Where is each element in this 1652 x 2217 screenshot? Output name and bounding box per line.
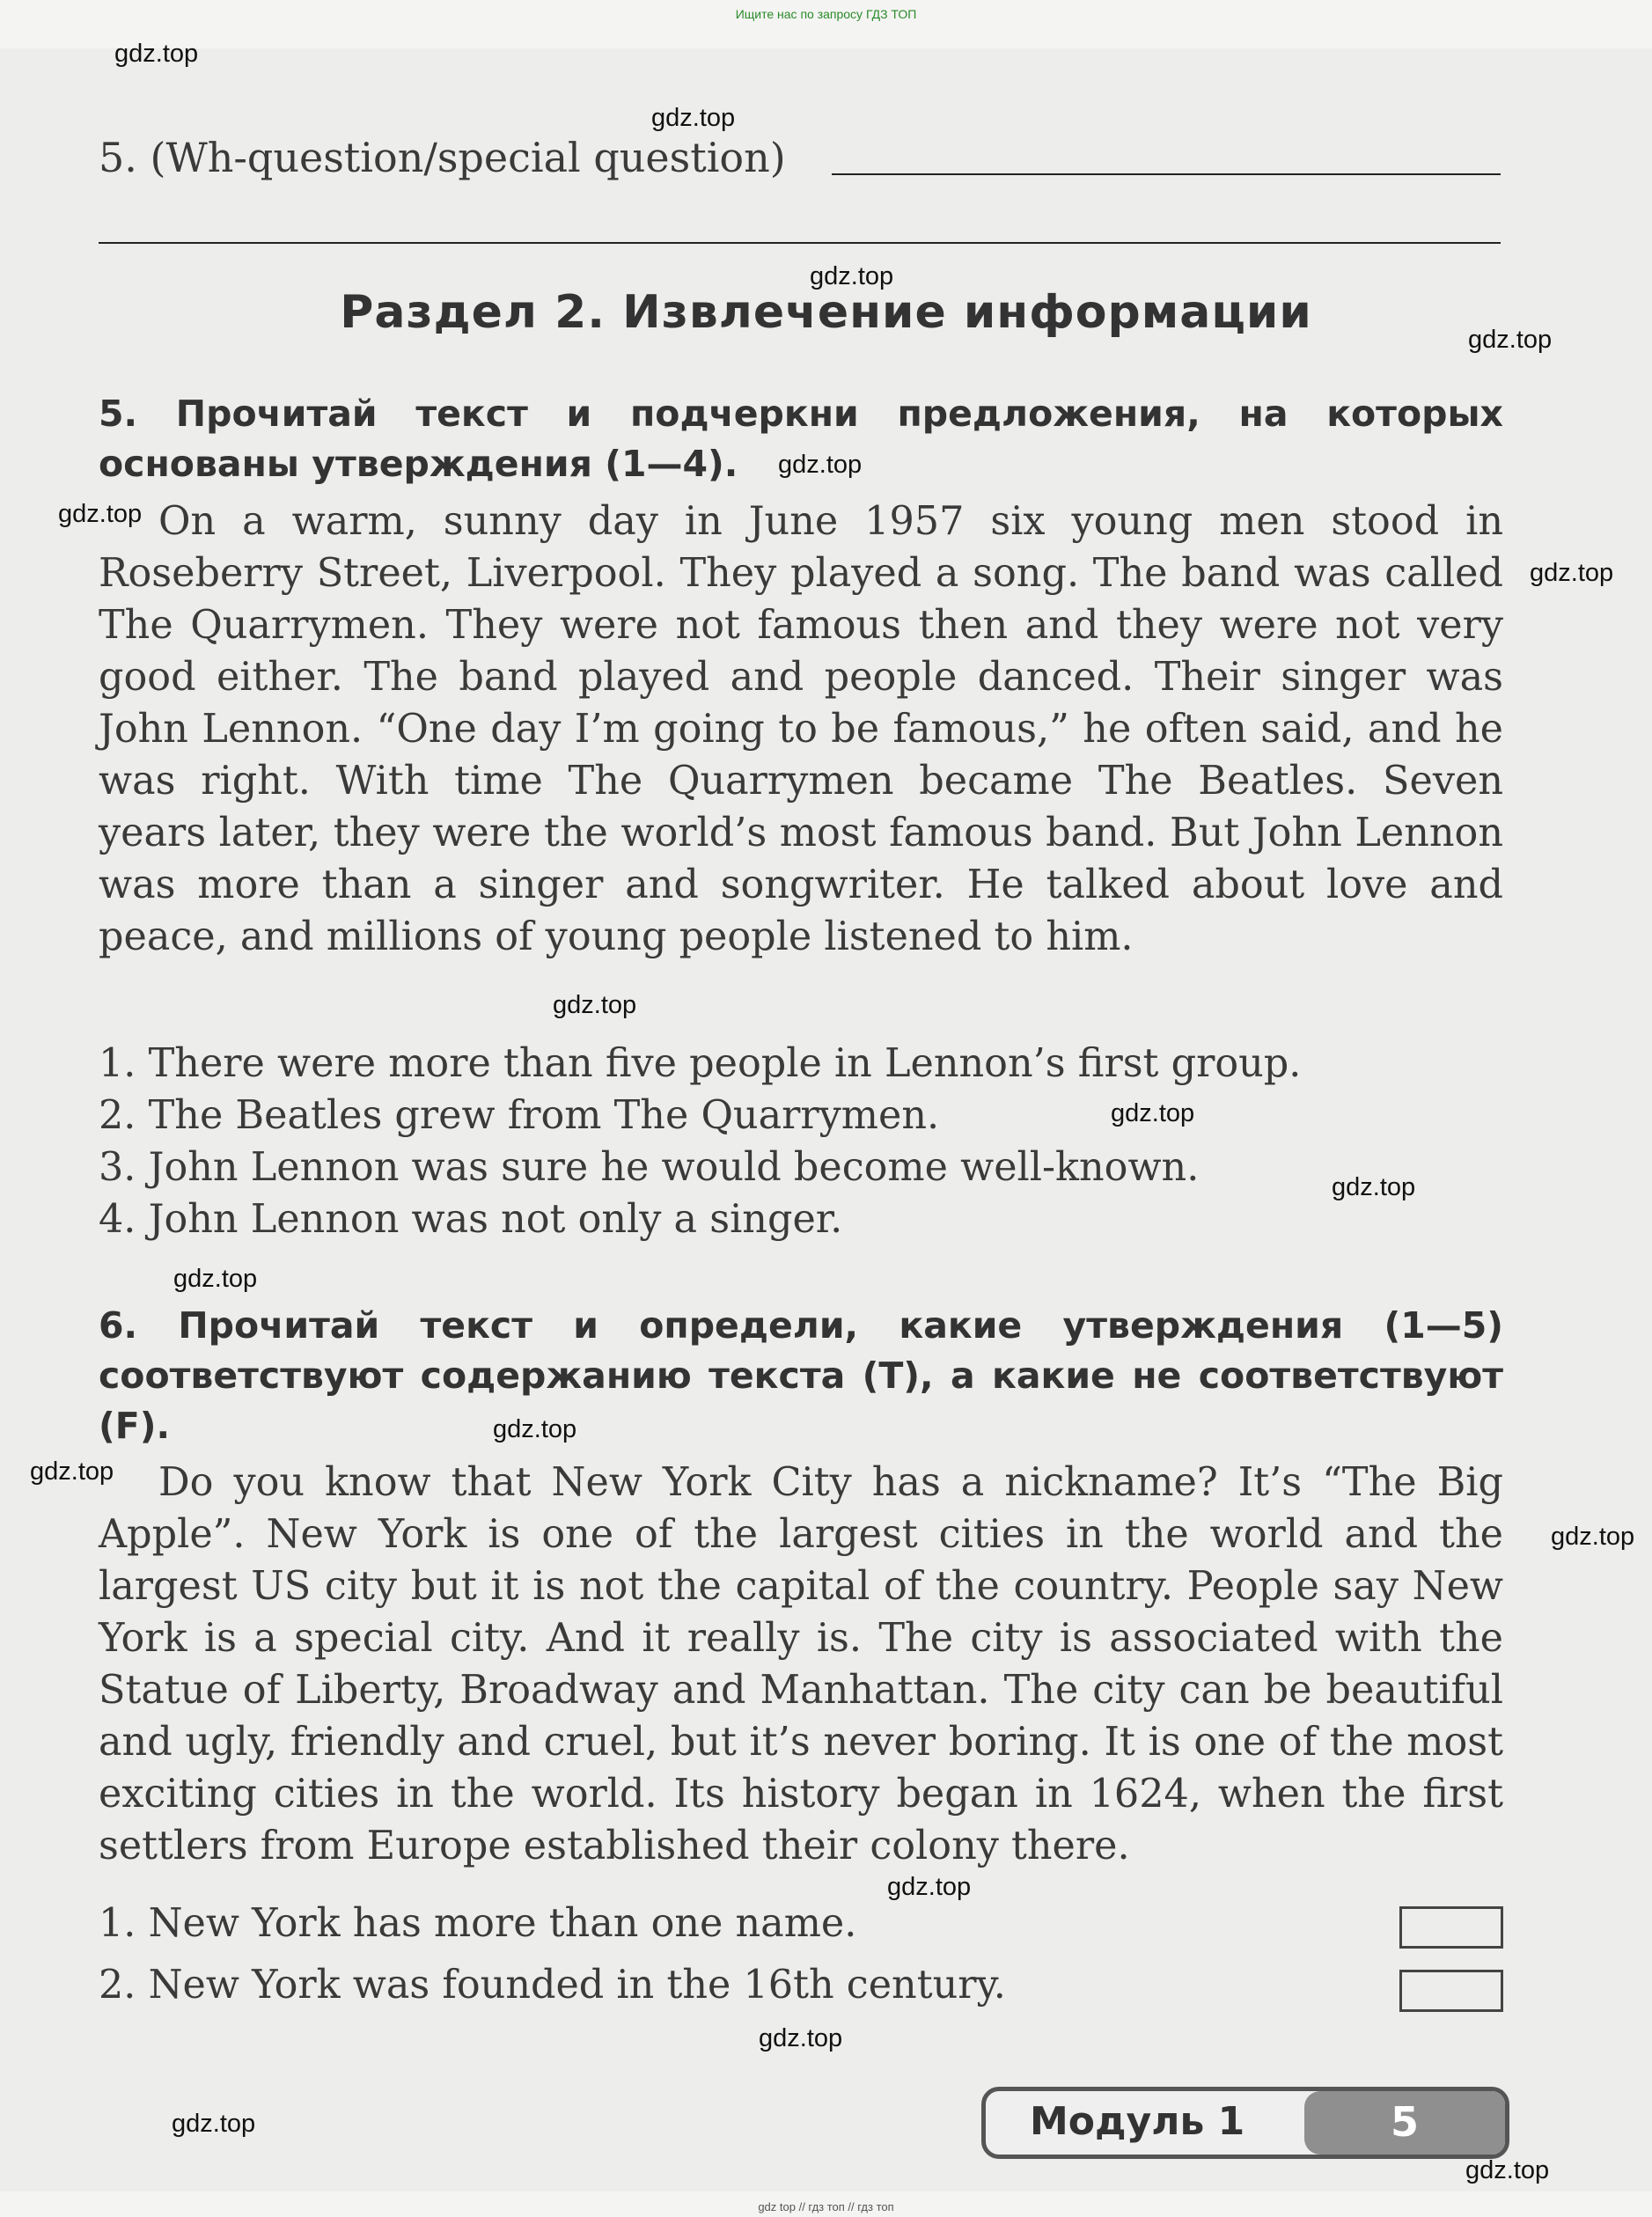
watermark-text: gdz.top (887, 1873, 972, 1901)
watermark-text: gdz.top (810, 262, 894, 290)
answer-box[interactable] (1399, 1906, 1503, 1949)
watermark-text: gdz.top (30, 1457, 114, 1486)
statement-item: 1. There were more than five people in Lennon’s first group. (99, 1041, 1302, 1086)
watermark-text: gdz.top (172, 2110, 256, 2138)
task-5-statements (99, 1041, 1301, 1249)
watermark-text: gdz.top (1551, 1523, 1635, 1551)
watermark-text: gdz.top (493, 1415, 577, 1443)
answer-box[interactable] (1399, 1970, 1503, 2012)
page-number-box (1304, 2091, 1505, 2155)
statement-item: 3. John Lennon was sure he would become well-known. (99, 1145, 1200, 1190)
watermark-text: gdz.top (58, 500, 143, 528)
page-number: 5 (1390, 2098, 1419, 2146)
statement-item: 1. New York has more than one name. (99, 1901, 857, 1946)
statement-item: 4. John Lennon was not only a singer. (99, 1197, 843, 1242)
module-label: Модуль 1 (1030, 2099, 1245, 2144)
section-title: Раздел 2. Извлечение информации (340, 286, 1312, 339)
task-6-statements (99, 1901, 1006, 2024)
top-banner: Ищите нас по запросу ГДЗ ТОП (735, 7, 917, 21)
watermark-text: gdz.top (173, 1265, 258, 1293)
bottom-banner: gdz top // гдз топ // гдз топ (758, 2200, 894, 2213)
watermark-text: gdz.top (759, 2024, 843, 2052)
question-5-label: 5. (Wh-question/special question) (99, 134, 786, 181)
watermark-text: gdz.top (1332, 1173, 1416, 1201)
task-6-passage: Do you know that New York City has a nickname? It’s “The Big Apple”. New York is one of the largest cities in the world and the largest US city but it is not the capital of the country. People say New York is a special city. And it really is. The city is associated with the Statue of Liberty, Broadway and Manhattan. The city can be beautiful and ugly, friendly and cruel, but it’s never boring. It is one of the most exciting cities in the world. Its history began in 1624, when the first settlers from Europe established their colony there. (99, 1460, 1503, 1868)
watermark-text: gdz.top (553, 991, 637, 1019)
module-footer-tab (981, 2087, 1509, 2159)
task-5-passage: On a warm, sunny day in June 1957 six young men stood in Roseberry Street, Liverpool. They played a song. The band was called The Quarrymen. They were not famous then and they were not very good either. The band played and people danced. Their singer was John Lennon. “One day I’m going to be famous,” he often said, and he was right. With time The Quarrymen became The Beatles. Seven years later, they were the world’s most famous band. But John Lennon was more than a singer and songwriter. He talked about love and peace, and millions of young people listened to him. (99, 499, 1503, 959)
watermark-text: gdz.top (1530, 559, 1614, 587)
watermark-text: gdz.top (1468, 326, 1553, 354)
watermark-text: gdz.top (778, 451, 863, 479)
watermark-text: gdz.top (651, 104, 736, 132)
statement-item: 2. New York was founded in the 16th century. (99, 1963, 1006, 2008)
task-5-instruction: 5. Прочитай текст и подчеркни предложения, на которых основаны утверждения (1—4). (99, 393, 1503, 485)
watermark-text: gdz.top (114, 40, 199, 68)
watermark-text: gdz.top (1465, 2156, 1550, 2184)
answer-line (832, 173, 1501, 175)
statement-item: 2. The Beatles grew from The Quarrymen. (99, 1093, 940, 1138)
answer-line (99, 242, 1501, 244)
watermark-text: gdz.top (1111, 1099, 1195, 1127)
task-6-instruction: 6. Прочитай текст и определи, какие утверждения (1—5) соответствуют содержанию текста (T), а какие не соответствуют (F). (99, 1304, 1503, 1447)
